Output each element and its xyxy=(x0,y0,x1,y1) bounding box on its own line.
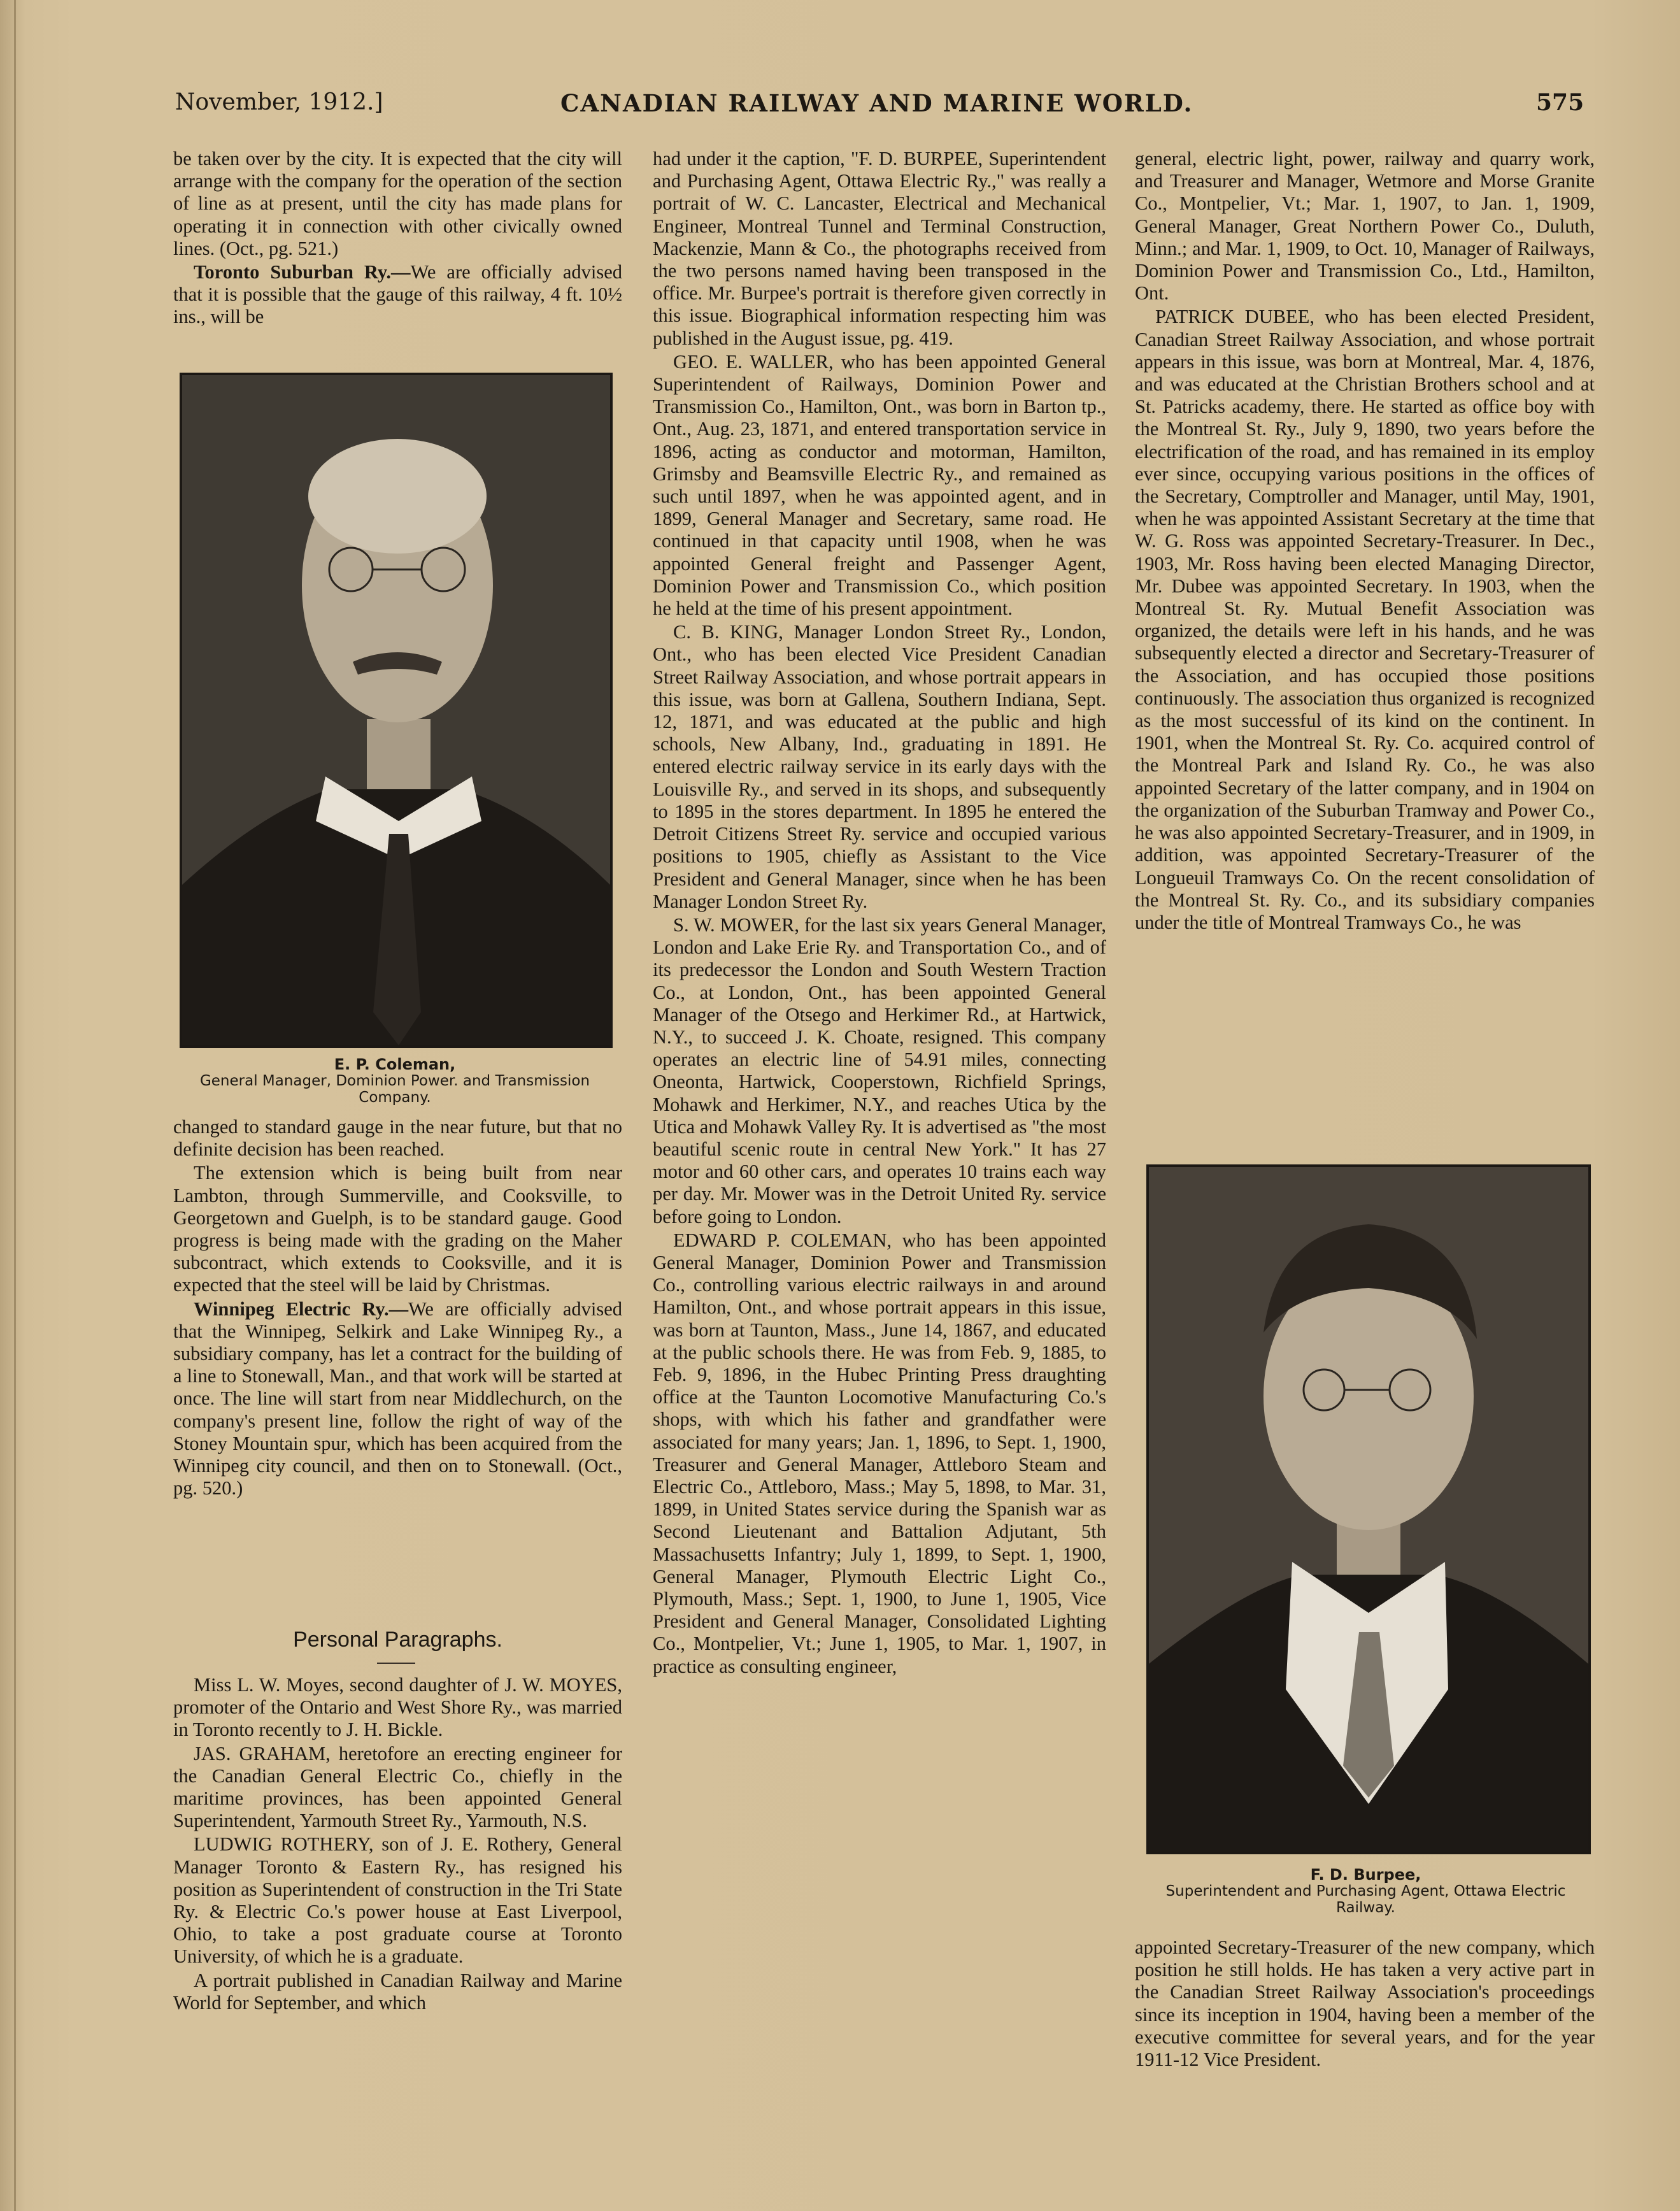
subhead: Winnipeg Electric Ry.— xyxy=(194,1298,409,1320)
caption-title: Superintendent and Purchasing Agent, Ottawa Electric Railway. xyxy=(1165,1883,1566,1916)
paragraph: Winnipeg Electric Ry.—We are officially advised that the Winnipeg, Selkirk and Lake Winnipeg Ry., a subsidiary company, has let a contract for the building of a line to Stonewall, Man., and that work will be started at once. The line will start from near Middlechurch, on the company's present line, follow the right of way of the Stoney Mountain spur, which has been acquired from the Winnipeg city council, and then on to Stonewall. (Oct., pg. 520.) xyxy=(173,1298,622,1499)
photo-caption-burpee xyxy=(1135,1866,1597,1916)
paragraph: be taken over by the city. It is expected that the city will arrange with the company for the operation of the section of line as at present, until the city has made plans for operating it in connection with other civically owned lines. (Oct., pg. 521.) xyxy=(173,148,622,259)
publication-title: CANADIAN RAILWAY AND MARINE WORLD. xyxy=(560,89,1193,117)
column-2 xyxy=(653,148,1106,1679)
paragraph: appointed Secretary-Treasurer of the new company, which position he still holds. He has taken a very active part in the Canadian Street Railway Association's proceedings since its inception in 1904, having been a member of the executive committee for several years, and for the year 1911-12 Vice President. xyxy=(1135,1936,1595,2071)
column-1-bottom xyxy=(173,1116,622,1501)
column-3-bottom xyxy=(1135,1936,1595,2072)
binding-edge xyxy=(14,0,16,2211)
page-number: 575 xyxy=(1536,89,1584,116)
subhead: Toronto Suburban Ry.— xyxy=(194,261,411,283)
paragraph: changed to standard gauge in the near future, but that no definite decision has been reached. xyxy=(173,1116,622,1161)
paragraph: JAS. GRAHAM, heretofore an erecting engineer for the Canadian General Electric Co., chiefly in the maritime provinces, has been appointed General Superintendent, Yarmouth Street Ry., Yarmouth, N.S. xyxy=(173,1742,622,1832)
heading-rule xyxy=(377,1663,415,1664)
column-1-top xyxy=(173,148,622,330)
portrait-illustration xyxy=(1149,1167,1588,1852)
section-heading: Personal Paragraphs. xyxy=(293,1628,502,1652)
caption-name: E. P. Coleman, xyxy=(334,1055,456,1073)
paragraph: PATRICK DUBEE, who has been elected President, Canadian Street Railway Association, and whose portrait appears in this issue, was born at Montreal, Mar. 4, 1876, and was educated at the Christian Brothers school and at St. Patricks academy, there. He started as office boy with the Montreal St. Ry., July 9, 1890, two years before the electrification of the road, and has remained in its employ ever since, occupying various positions in the offices of the Secretary, Comptroller and Manager, until May, 1901, when he was appointed Assistant Secretary at the time that W. G. Ross was appointed Secretary-Treasurer. In Dec., 1903, Mr. Ross having been elected Managing Director, Mr. Dubee was appointed Secretary. In 1903, when the Montreal St. Ry. Mutual Benefit Association was organized, the details were left in his hands, and he was subsequently elected a director and Secretary-Treasurer of the Association, and has occupied those positions continuously. The association thus organized is recognized as the most successful of its kind on the continent. In 1901, when the Montreal St. Ry. Co. acquired control of the Montreal Park and Island Ry. Co., he was also appointed Secretary of the latter company, and in 1904 on the organization of the Suburban Tramway and Power Co., he was also appointed Secretary-Treasurer, and in 1909, in addition, was appointed Secretary-Treasurer of the Longueuil Tramways Co. On the recent consolidation of the Montreal St. Ry. Co., and its subsidiary companies under the title of Montreal Tramways Co., he was xyxy=(1135,306,1595,933)
paragraph: A portrait published in Canadian Railway and Marine World for September, and which xyxy=(173,1969,622,2014)
caption-name: F. D. Burpee, xyxy=(1310,1866,1421,1884)
paragraph: The extension which is being built from near Lambton, through Summerville, and Cooksville, to Georgetown and Guelph, is to be standard gauge. Good progress is being made with the grading on the Maher subcontract, which extends to Cooksville, and it is expected that the steel will be laid by Christmas. xyxy=(173,1162,622,1296)
paragraph: LUDWIG ROTHERY, son of J. E. Rothery, General Manager Toronto & Eastern Ry., has resigned his position as Superintendent of construction in the Tri State Ry. & Electric Co.'s power house at East Liverpool, Ohio, to take a post graduate course at Toronto University, of which he is a graduate. xyxy=(173,1833,622,1968)
paragraph: GEO. E. WALLER, who has been appointed General Superintendent of Railways, Dominion Power and Transmission Co., Hamilton, Ont., was born in Barton tp., Ont., Aug. 23, 1871, and entered transportation service in 1896, acting as conductor and motorman, Hamilton, Grimsby and Beamsville Electric Ry., and remained as such until 1897, when he was appointed agent, and in 1899, General Manager and Secretary, same road. He continued in that capacity until 1908, when he was appointed General freight and Passenger Agent, Dominion Power and Transmission Co., which position he held at the time of his present appointment. xyxy=(653,350,1106,620)
caption-title: General Manager, Dominion Power. and Transmission Company. xyxy=(199,1073,590,1106)
paragraph: had under it the caption, "F. D. BURPEE, Superintendent and Purchasing Agent, Ottawa Electric Ry.," was really a portrait of W. C. Lancaster, Electrical and Mechanical Engineer, Montreal Tunnel and Terminal Construction, Mackenzie, Mann & Co., the photographs received from the two persons named having been transposed in the office. Mr. Burpee's portrait is therefore given correctly in this issue. Biographical information respecting him was published in the August issue, pg. 419. xyxy=(653,148,1106,349)
paragraph: Toronto Suburban Ry.—We are officially advised that it is possible that the gauge of this railway, 4 ft. 10½ ins., will be xyxy=(173,261,623,328)
paragraph: S. W. MOWER, for the last six years General Manager, London and Lake Erie Ry. and Transportation Co., and of its predecessor the London and South Western Traction Co., at London, Ont., has been appointed General Manager of the Otsego and Herkimer Rd., at Hartwick, N.Y., to succeed J. K. Choate, resigned. This company operates an electric line of 54.91 miles, connecting Oneonta, Hartwick, Cooperstown, Richfield Springs, Mohawk and Herkimer, N.Y., and reaches Utica by the Utica and Mohawk Valley Ry. It is advertised as "the most beautiful scenic route in central New York." It has 27 motor and 60 other cars, and operates 10 trains each way per day. Mr. Mower was in the Detroit United Ry. service before going to London. xyxy=(653,913,1106,1227)
column-1-personal xyxy=(173,1674,622,2015)
paragraph: general, electric light, power, railway and quarry work, and Treasurer and Manager, Wetmore and Morse Granite Co., Montpelier, Vt.; Mar. 1, 1907, to Jan. 1, 1909, General Manager, Great Northern Power Co., Duluth, Minn.; and Mar. 1, 1909, to Oct. 10, Manager of Railways, Dominion Power and Transmission Co., Ltd., Hamilton, Ont. xyxy=(1135,148,1595,304)
column-3-top xyxy=(1135,148,1595,935)
paragraph: Miss L. W. Moyes, second daughter of J. W. MOYES, promoter of the Ontario and West Shore Ry., was married in Toronto recently to J. H. Bickle. xyxy=(173,1674,622,1741)
portrait-photo-burpee xyxy=(1146,1164,1591,1854)
issue-date: November, 1912.] xyxy=(175,89,383,115)
photo-caption-coleman xyxy=(169,1056,621,1106)
paragraph: C. B. KING, Manager London Street Ry., London, Ont., who has been elected Vice President Canadian Street Railway Association, and whose portrait appears in this issue, was born at Gallena, Southern Indiana, Sept. 12, 1871, and was educated at the public and high schools, New Albany, Ind., graduating in 1891. He entered electric railway service in its early days with the Louisville Ry., and served in its shops, and subsequently to 1895 in the stores department. In 1895 he entered the Detroit Citizens Street Ry. service and occupied various positions to 1905, chiefly as Assistant to the Vice President and General Manager, since when he has been Manager London Street Ry. xyxy=(653,621,1106,912)
portrait-illustration xyxy=(182,375,610,1045)
portrait-photo-coleman xyxy=(180,373,613,1048)
paragraph: EDWARD P. COLEMAN, who has been appointed General Manager, Dominion Power and Transmission Co., controlling various electric railways in and around Hamilton, Ont., and whose portrait appears in this issue, was born at Taunton, Mass., June 14, 1867, and educated at the public schools there. He was from Feb. 9, 1885, to Feb. 9, 1896, in the Hubec Printing Press draughting office at the Taunton Locomotive Manufacturing Co.'s shops, with which his father and grandfather were associated for many years; Jan. 1, 1896, to Sept. 1, 1900, Treasurer and General Manager, Attleboro Steam and Electric Co., Attleboro, Mass.; May 5, 1898, to Mar. 31, 1899, in United States service during the Spanish war as Second Lieutenant and Battalion Adjutant, 5th Massachusetts Infantry; July 1, 1899, to Sept. 1, 1900, General Manager, Plymouth Electric Light Co., Plymouth, Mass.; Sept. 1, 1900, to June 1, 1905, Vice President and General Manager, Consolidated Lighting Co., Montpelier, Vt.; June 1, 1905, to Mar. 1, 1907, in practice as consulting engineer, xyxy=(653,1229,1106,1677)
